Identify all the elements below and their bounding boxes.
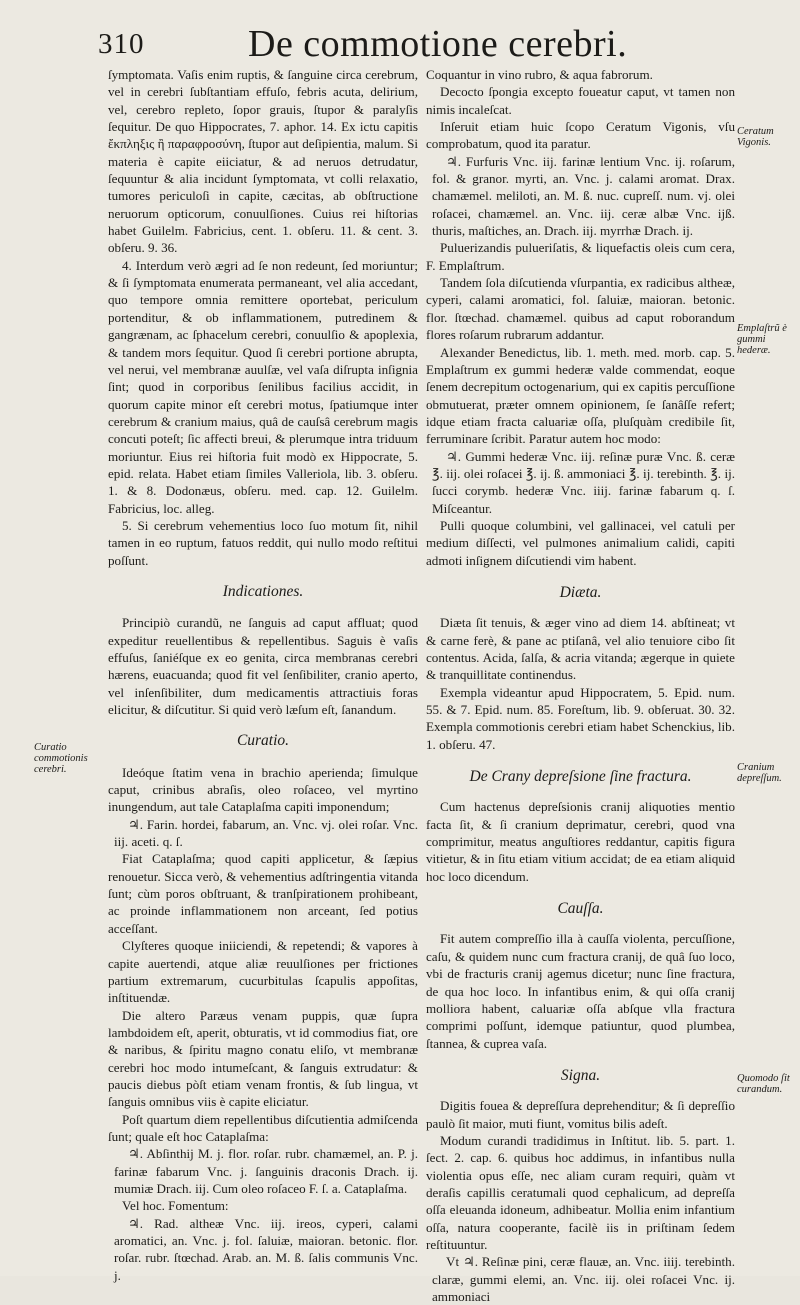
diaeta-paragraph-1: Diæta ſit tenuis, & æger vino ad diem 14. abſtineat; vt & carne ferè, & pane ac ptiſanâ, vel alio tenuiore cibo ſit contentus. Acida, ſalſa, & acria vitanda; ægerque in quiete & tranquillitate continendus. <box>426 615 735 683</box>
section-heading-crany: De Crany depreſsione ſine fractura. <box>469 768 692 786</box>
paragraph-alexander: Alexander Benedictus, lib. 1. meth. med. morb. cap. 5. Emplaſtrum ex gummi hederæ valde commendat, eoque ſenem decrepitum octogenarium, qui ex capitis percuſſione obmutuerat, præter omnem opinionem, ſe ſanâſſe refert; idque etiam fracta caluariæ oſſa, pluſquàm credibile ſit, ferruminare ſcribit. Paratur autem hoc modo: <box>426 344 735 447</box>
margin-note-quomodo: Quomodo ſit curandum. <box>737 1073 790 1095</box>
section-heading-signa: Signa. <box>560 1066 601 1084</box>
crany-paragraph: Cum hactenus depreſsionis cranij aliquoties mentio facta ſit, & ſi cranium deprimatur, cerebri, quod vna comprimitur, meatus anguſtiores reddantur, capitis figura vitietur, & in ſitu etiam vitium accidat; de ea etiam aliquid hoc loco dicendum. <box>426 799 735 884</box>
page-header <box>98 20 798 66</box>
paragraph-emplastrum: Puluerizandis pulueriſatis, & liquefactis oleis cum cera, F. Emplaſtrum. <box>426 240 735 273</box>
diaeta-paragraph-2: Exempla videantur apud Hippocratem, 5. Epid. num. 55. & 7. Epid. num. 85. Foreſtum, lib. 9. obſeruat. 30. 32. Exempla commotionis cerebri etiam habet Schenckius, lib. 1. obſeru. 47. <box>426 684 735 752</box>
recipe-resina-pini: Vt ♃. Reſinæ pini, ceræ flauæ, an. Vnc. iiij. terebinth. claræ, gummi elemi, an. Vnc. iij. olei roſacei Vnc. ij. ammoniaci <box>432 1254 735 1304</box>
page-number: 310 <box>98 28 145 60</box>
recipe-gummi-hederae: ♃. Gummi hederæ Vnc. iij. reſinæ puræ Vnc. ß. ceræ ℥. iij. olei roſacei ℥. ij. ß. ammoniaci ℥. ij. terebinth. ℥. ij. ſucci corymb. hederæ Vnc. iiij. farinæ fabarum q. ſ. Miſceantur. <box>432 448 735 516</box>
caussa-paragraph: Fit autem compreſſio illa à cauſſa violenta, percuſſione, caſu, & quidem nunc cum fractura cranij, de quâ ſuo loco, vbi de fracturis cranij agemus dicetur; nunc ſine fractura, de qua hoc loco. In infantibus enim, & qui oſſa cranij molliora habent, caluariæ oſſa abſque vlla fractura comprimi poſſunt, idemque patiuntur, quod plumbea, ſtannea, & cuprea vaſa. <box>426 931 735 1051</box>
curatio-paragraph-3: Clyſteres quoque iniiciendi, & repetendi; & vapores à capite auertendi, atque aliæ reuulſiones per frictiones partium extremarum, cucurbitulas ſcapulis appoſitas, inſtituendæ. <box>108 938 418 1006</box>
right-column <box>426 66 735 1305</box>
curatio-paragraph-2: Fiat Cataplaſma; quod capiti applicetur, & ſæpius renouetur. Sicca verò, & vehementius adſtringentia vitanda ſunt; cùm poros obſtruant, & tranſpirationem prohibeant, ac proinde inflammationem non arceant, ſed potius acceſſant. <box>108 851 418 936</box>
section-heading-indicationes: Indicationes. <box>222 582 304 600</box>
paragraph-tandem: Tandem ſola diſcutienda vſurpantia, ex radicibus altheæ, cyperi, calami aromatici, fol. ſaluiæ, maioran. betonic. flor. ſtœchad. chamæmel. quibus ad caput roborandum flores roſarum rubrarum addantur. <box>426 275 735 343</box>
paragraph-pulli: Pulli quoque columbini, vel gallinacei, vel catuli per medium diſſecti, vel pulmones animalium calidi, capiti admoti inſignem diſcutiendi vim habent. <box>426 517 735 568</box>
curatio-paragraph-6: Vel hoc. Fomentum: <box>122 1198 229 1214</box>
recipe-ceratum: ♃. Furfuris Vnc. iij. farinæ lentium Vnc. ij. roſarum, fol. & granor. myrti, an. Vnc. j. calami aromat. Drax. chamæmel. meliloti, an. M. ß. nuc. cupreſſ. num. vj. olei roſacei, chamæmel. an. Vnc. iij. ceræ albæ Vnc. ijß. thuris, maſtiches, an. Drach. iij. myrrhæ Drach. ij. <box>432 153 735 239</box>
recipe-fomentum: ♃. Rad. altheæ Vnc. iij. ireos, cyperi, calami aromatici, an. Vnc. j. fol. ſaluiæ, maioran. betonic. flor. roſar. rubr. ſtœchad. Arab. an. M. ß. ſalis communis Vnc. j. <box>114 1215 418 1283</box>
section-heading-curatio: Curatio. <box>236 732 290 750</box>
margin-note-curatio: Curatio commotionis cerebri. <box>34 742 88 775</box>
paragraph-item-5: 5. Si cerebrum vehementius loco ſuo motum ſit, nihil tamen in eo ruptum, fatuos reddit, qui nullo modo reſtitui poſſunt. <box>108 517 418 568</box>
paragraph-continuation: ſymptomata. Vaſis enim ruptis, & ſanguine circa cerebrum, vel in cerebri ſubſtantiam effuſo, febris acuta, delirium, vel, cerebro repleto, ſopor grauis, ſtupor & paralyſis ſequitur. De quo Hippocrates, 7. aphor. 14. Ex ictu capitis ἔκπληξις ἢ παραφροσύνη, ſtupor aut deſipientia, malum. Si materia è capite eiiciatur, & ad neruos detrudatur, ſequuntur & alia incidunt ſymptomata, vt colli relaxatio, tumores periculoſi in capite, cæcitas, ab obſtructione neruorum opticorum, conuulſiones. Cuius rei hiſtorias habet Guilelm. Fabricius, cent. 1. obſeru. 11. & cent. 3. obſeru. 9. 36. <box>108 67 418 256</box>
margin-note-emplastrum: Emplaſtrũ è gummi hederæ. <box>737 323 787 356</box>
curatio-paragraph-1: Ideóque ſtatim vena in brachio aperienda; ſimulque caput, crinibus abraſis, oleo roſaceo, vel myrtino inungendum, aut tale Cataplaſma capiti imponendum; <box>108 764 418 815</box>
section-heading-diaeta: Diæta. <box>559 583 602 601</box>
margin-note-cranium: Cranium depreſſum. <box>737 762 782 784</box>
signa-paragraph-1: Digitis fouea & depreſſura deprehenditur; & ſi depreſſio paulò ſit maior, muti fiunt, vomitus bilis adeſt. <box>426 1098 735 1131</box>
left-column <box>108 66 418 1284</box>
paragraph-item-4: 4. Interdum verò ægri ad ſe non redeunt, ſed moriuntur; & ſi ſymptomata enumerata permaneant, vel alia accedant, quo tempore omnia remittere oportebat, periculum portenditur, & ob inflammationem, putredinem & gangrænam, ac ſphacelum cerebri, conuulſio & apoplexia, & tandem mors ſequitur. Quod ſi cerebri portione abrupta, vel nerui, vel membranæ auulſæ, vel vaſa diſrupta inſignia ſint; quod in corporibus ſenilibus facilius accidit, in quorum capite minor eſt cerebri motus, ſpatiumque inter cerebrum & cranium maius, quâ de cauſsâ cerebrum magis concuti poteſt; ſic affecti breui, & plerumque intra triduum moriuntur. Eius rei hiſtoria fuit modò ex Hippocrate, 5. epid. relata. Habet etiam ſimiles Valleriola, lib. 3. obſeru. 1. & 8. Dodonæus, obſeru. med. cap. 12. Guilelm. Fabricius, loc. alleg. <box>108 257 418 516</box>
recipe-cataplasm-2: ♃. Abſinthij M. j. flor. roſar. rubr. chamæmel, an. P. j. farinæ fabarum Vnc. j. ſanguinis draconis Drach. ij. mumiæ Drach. iij. Cum oleo roſaceo F. ſ. a. Cataplaſma. <box>114 1146 418 1196</box>
recipe-cataplasm-1: ♃. Farin. hordei, fabarum, an. Vnc. vj. olei roſar. Vnc. iij. aceti. q. ſ. <box>114 816 418 850</box>
indications-paragraph: Principiò curandũ, ne ſanguis ad caput affluat; quod expeditur reuellentibus & repellentibus. Saguis è vaſis effuſus, ſaniéſque ex eo genita, circa membranas cerebri hærens, euacuanda; quod fit vel ſenſibiliter, cranio aperto, vel inſenſibiliter, dum medicamentis attractiuis foras elicitur, & diſcutitur. Si quid verò læſum eſt, ſanandum. <box>108 615 418 718</box>
paragraph-coquantur: Coquantur in vino rubro, & aqua fabrorum. <box>426 67 653 82</box>
section-heading-caussa: Cauſſa. <box>557 900 604 918</box>
signa-paragraph-2: Modum curandi tradidimus in Inſtitut. lib. 5. part. 1. ſect. 2. cap. 6. quibus hoc addimus, in infantibus nulla violentia opus eſſe, nec aliam curam requiri, quàm vt deraſis capillis ceratumali quod cephalicum, ad depreſſa oſſa eleuanda idoneum, adhibeatur. Mollia enim infantium oſſa, natura cooperante, facilè iis in priſtinam ſedem reſtituuntur. <box>426 1132 735 1252</box>
paragraph-ceratum-intro: Inſeruit etiam huic ſcopo Ceratum Vigonis, vſu comprobatum, quod ita paratur. <box>426 119 735 152</box>
curatio-paragraph-5: Poſt quartum diem repellentibus diſcutientia admiſcenda ſunt; quale eſt hoc Cataplaſma: <box>108 1111 418 1144</box>
running-title: De commotione cerebri. <box>248 23 628 65</box>
margin-note-ceratum: Ceratum Vigonis. <box>737 126 774 148</box>
curatio-paragraph-4: Die altero Paræus venam puppis, quæ ſupra lambdoidem eſt, aperit, obturatis, vt id commodius fiat, ore & naribus, & ſpiritu magno conatu eliſo, vt membranæ cerebri hoc modo intumeſcant, & ſanguis extrudatur: & paucis diebus pòſt etiam venam frontis, & ſub lingua, vt ſanguis omnibus viis è capite eliciatur. <box>108 1007 418 1110</box>
paragraph-decocto: Decocto ſpongia excepto foueatur caput, vt tamen non nimis incaleſcat. <box>426 84 735 117</box>
